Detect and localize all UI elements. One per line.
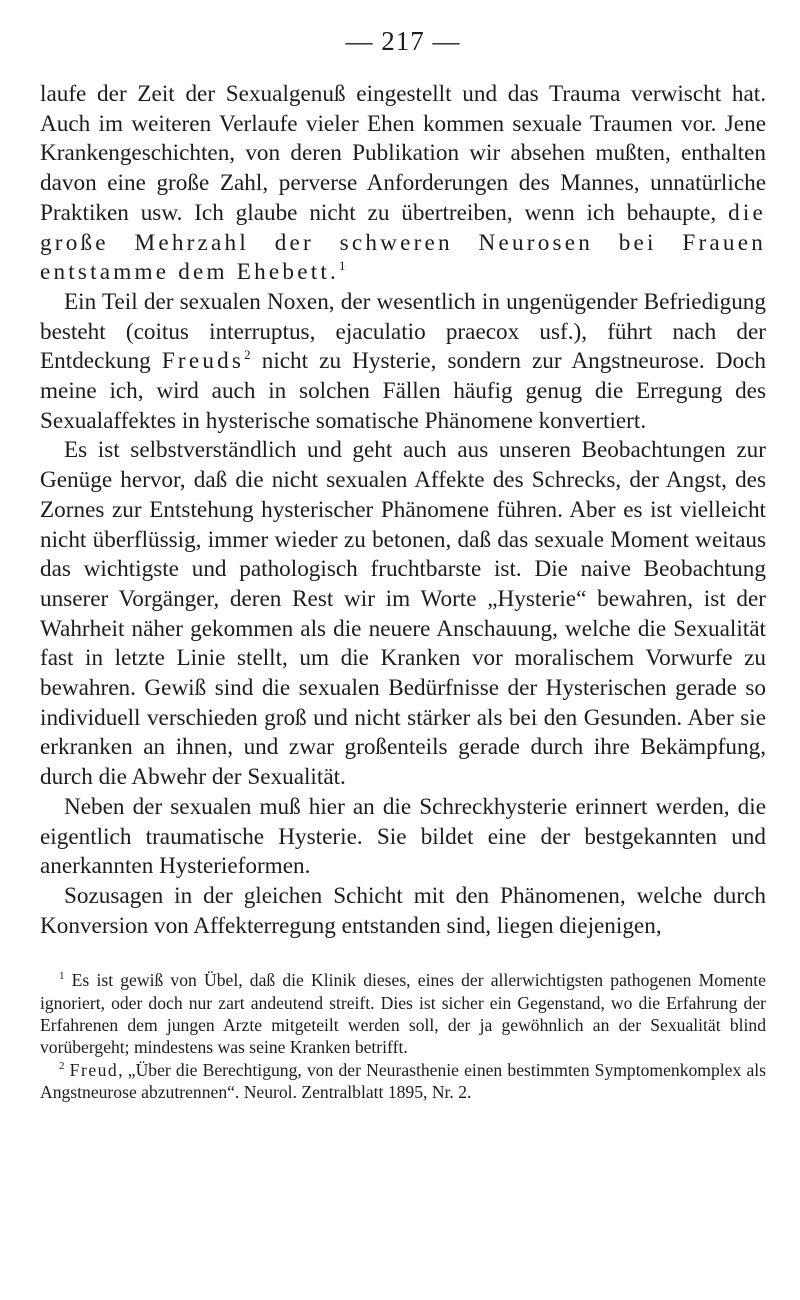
footnote-2-text: , „Über die Berechtigung, von der Neurasthenie einen bestimmten Symptomenkomplex als Angstneurose abzutrennen“. Neurol. Zentralblatt 1895, Nr. 2. [40, 1059, 766, 1102]
footnote-2-mark: 2 [59, 1059, 65, 1072]
paragraph-1-text: laufe der Zeit der Sexualgenuß eingestellt und das Trauma verwischt hat. Auch im weiteren Verlaufe vieler Ehen kommen sexuale Traumen vor. Jene Krankengeschichten, von deren Publikation wir absehen mußten, enthalten davon eine große Zahl, perverse Anforderungen des Mannes, unnatürliche Praktiken usw. Ich glaube nicht zu übertreiben, wenn ich behaupte, [40, 81, 766, 226]
footnote-1-mark: 1 [59, 970, 65, 983]
emphasized-text: die große Mehrzahl der schweren Neurosen bei Frauen entstamme dem Ehebett. [40, 199, 766, 286]
paragraph-2-text-end: nicht zu Hysterie, sondern zur Angstneurose. Doch meine ich, wird auch in solchen Fällen häufig genug die Erregung des Sexualaffektes in hysterische somatische Phänomene konvertiert. [40, 348, 766, 434]
body-text [40, 80, 766, 941]
paragraph-5: Sozusagen in der gleichen Schicht mit den Phänomenen, welche durch Konversion von Affekterregung entstanden sind, liegen diejenigen, [40, 882, 766, 939]
footnote-ref-1: 1 [338, 258, 346, 274]
paragraph-2-text-start: Ein Teil der sexualen Noxen, der wesentlich in ungenügender Befriedigung besteht (coitus interruptus, ejaculatio praecox usf.), führt nach der Entdeckung [40, 288, 766, 375]
footnote-1 [40, 969, 766, 1058]
footnote-2 [40, 1059, 766, 1104]
paragraph-4: Neben der sexualen muß hier an die Schreckhysterie erinnert werden, die eigentlich traumatische Hysterie. Sie bildet eine der bestgekannten und anerkannten Hysterieformen. [40, 793, 766, 880]
footnote-ref-2: 2 [244, 347, 251, 363]
paragraph-1 [40, 80, 766, 288]
footnote-1-text: Es ist gewiß von Übel, daß die Klinik dieses, eines der allerwichtigsten pathogenen Momente ignoriert, oder doch nur zart andeutend streift. Dies ist sicher ein Gegenstand, wo die Erfahrung der Erfahrenen dem jungen Arzte mitgeteilt werden soll, der ja gewöhnlich an der Sexualität blind vorübergeht; mindestens was seine Kranken betrifft. [40, 970, 766, 1058]
paragraph-2 [40, 288, 766, 437]
paragraph-3: Es ist selbstverständlich und geht auch aus unseren Beobachtungen zur Genüge hervor, daß die nicht sexualen Affekte des Schrecks, der Angst, des Zornes zur Entstehung hysterischer Phänomene führen. Aber es ist vielleicht nicht überflüssig, immer wieder zu betonen, daß das sexuale Moment weitaus das wichtigste und pathologisch fruchtbarste ist. Die naive Beobachtung unserer Vorgänger, deren Rest wir im Worte „Hysterie“ bewahren, ist der Wahrheit näher gekommen als die neuere Anschauung, welche die Sexualität fast in letzte Linie stellt, um die Kranken vor moralischem Vorwurfe zu bewahren. Gewiß sind die sexualen Bedürfnisse der Hysterischen gerade so individuell verschieden groß und nicht stärker als bei den Gesunden. Aber sie erkranken an ihnen, und zwar großenteils gerade durch ihre Bekämpfung, durch die Abwehr der Sexualität. [40, 437, 766, 791]
footnote-2-author: Freud [69, 1059, 119, 1080]
author-name: Freuds [161, 348, 245, 375]
page-number: — 217 — [345, 26, 461, 56]
footnotes [40, 969, 766, 1103]
book-page [40, 26, 766, 1103]
